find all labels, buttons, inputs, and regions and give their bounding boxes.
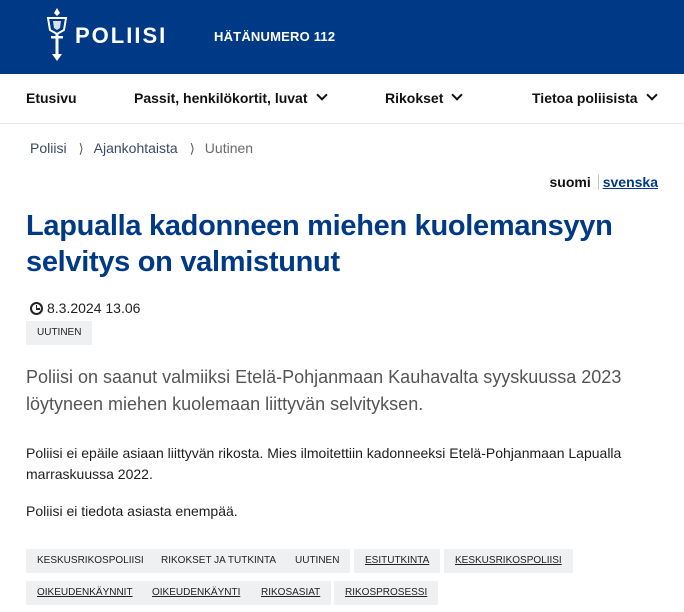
main-navigation [0,74,684,124]
nav-item-label: Rikokset [385,90,444,106]
article-type-tag: UUTINEN [26,321,92,345]
emergency-number: HÄTÄNUMERO 112 [214,29,336,44]
tag-keskusrikospoliisi-2[interactable]: KESKUSRIKOSPOLIISI [444,549,573,573]
tag-esitutkinta[interactable]: ESITUTKINTA [354,549,440,573]
tag-uutinen[interactable]: UUTINEN [284,549,350,573]
nav-item-tietoa-poliisista[interactable] [532,90,656,106]
language-swedish-link[interactable]: svenska [598,174,658,190]
clock-icon [30,302,43,315]
police-badge-logo-icon[interactable] [44,6,70,62]
tag-rikosasiat[interactable]: RIKOSASIAT [250,581,331,605]
article-paragraph: Poliisi ei epäile asiaan liittyvän rikosta. Mies ilmoitettiin kadonneeksi Etelä-Pohjanmaan Lapualla marraskuussa 2022. [26,445,622,482]
tag-rikokset-ja-tutkinta[interactable]: RIKOKSET JA TUTKINTA [150,549,287,573]
chevron-down-icon [316,89,327,100]
nav-item-etusivu[interactable] [26,90,77,106]
tag-keskusrikospoliisi[interactable]: KESKUSRIKOSPOLIISI [26,549,155,573]
tag-oikeudenkaynti[interactable]: OIKEUDENKÄYNTI [141,581,251,605]
language-finnish: suomi [549,174,591,190]
article-paragraph: Poliisi ei tiedota asiasta enempää. [26,503,238,519]
breadcrumb-link-ajankohtaista[interactable]: Ajankohtaista [93,140,178,156]
nav-item-label: Etusivu [26,90,77,106]
breadcrumb [30,140,253,157]
breadcrumb-current: Uutinen [204,140,254,156]
tag-rikosprosessi[interactable]: RIKOSPROSESSI [334,581,438,605]
tag-oikeudenkaynnit[interactable]: OIKEUDENKÄYNNIT [26,581,144,605]
site-header [0,0,684,74]
breadcrumb-separator-icon: ⟩ [189,141,195,156]
language-switcher [549,174,658,190]
nav-item-passit[interactable] [134,90,326,106]
article-title: Lapualla kadonneen miehen kuolemansyyn selvitys on valmistunut [26,210,613,278]
nav-item-label: Tietoa poliisista [532,90,638,106]
article-lead: Poliisi on saanut valmiiksi Etelä-Pohjanmaan Kauhavalta syyskuussa 2023 löytyneen miehen kuolemaan liittyvän selvityksen. [26,367,622,414]
article-date-text: 8.3.2024 13.06 [47,300,141,316]
nav-item-label: Passit, henkilökortit, luvat [134,90,308,106]
nav-item-rikokset[interactable] [385,90,461,106]
brand-name[interactable]: POLIISI [75,23,168,48]
breadcrumb-separator-icon: ⟩ [78,141,84,156]
breadcrumb-link-poliisi[interactable]: Poliisi [30,140,67,156]
article-date [30,300,140,316]
chevron-down-icon [452,89,463,100]
chevron-down-icon [646,89,657,100]
